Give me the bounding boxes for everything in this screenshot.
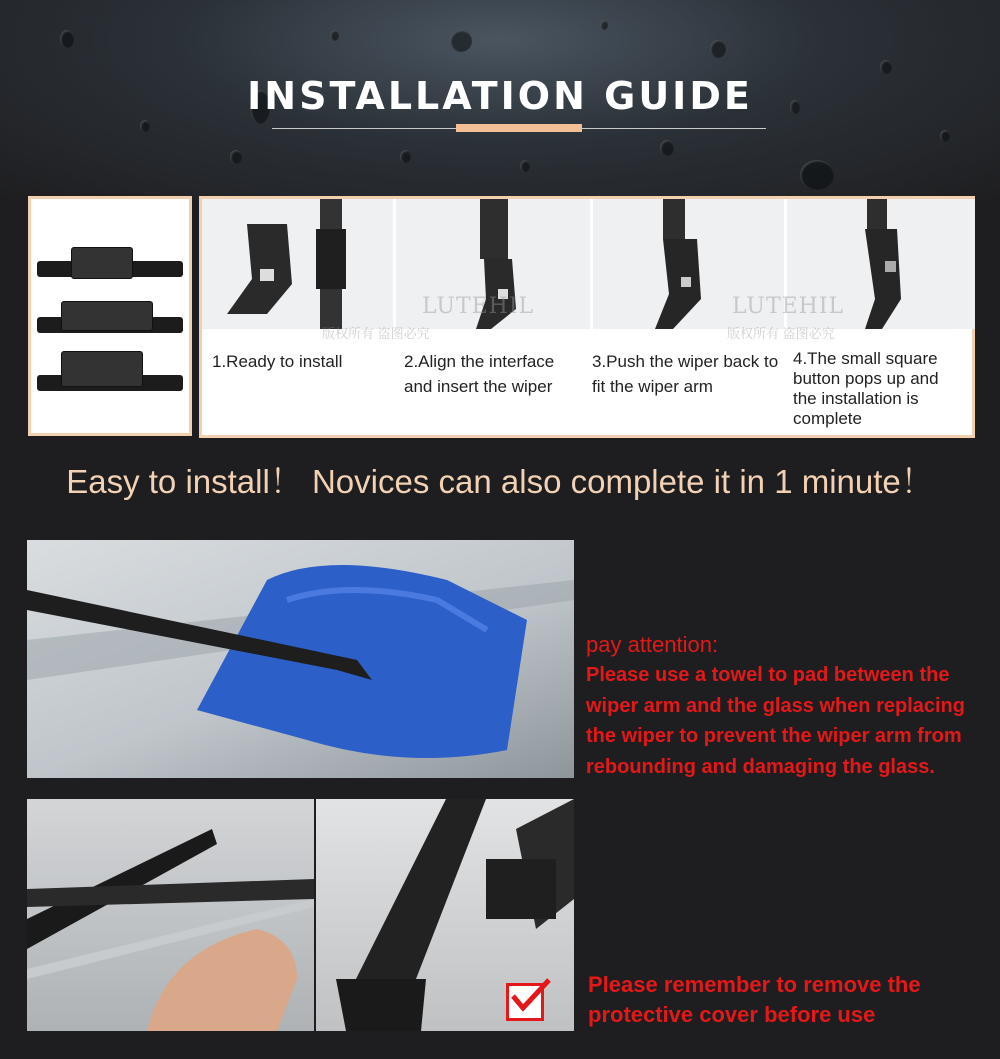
reminder-text: Please remember to remove the protective cover before use xyxy=(588,972,921,1027)
water-drop xyxy=(520,160,530,172)
adapter-clip xyxy=(71,247,133,279)
water-drop xyxy=(710,40,726,58)
checkmark-icon xyxy=(506,983,544,1021)
cover-removal-photo xyxy=(27,799,314,1031)
water-drop xyxy=(600,20,608,30)
installation-steps xyxy=(199,196,975,438)
water-drop xyxy=(400,150,411,163)
step-2-label: 2.Align the interface and insert the wiper xyxy=(404,352,555,396)
water-drop xyxy=(880,60,892,74)
water-drop xyxy=(450,30,472,52)
step-3-label: 3.Push the wiper back to fit the wiper arm xyxy=(592,352,779,396)
blade-closeup-photo xyxy=(316,799,574,1031)
step-1-image xyxy=(202,199,393,329)
watermark-notice: 版权所有 盗图必究 xyxy=(727,326,835,341)
step-4-label: 4.The small square button pops up and the installation is complete xyxy=(793,349,939,428)
adapter-clip xyxy=(61,301,153,331)
water-drop xyxy=(140,120,150,132)
water-drop xyxy=(800,160,834,190)
water-drop xyxy=(330,30,339,41)
towel-photo xyxy=(27,540,574,778)
attention-text: Please use a towel to pad between the wiper arm and the glass when replacing the wiper to prevent the wiper arm from rebounding and damaging the glass. xyxy=(586,664,965,778)
title-accent-bar xyxy=(456,124,582,132)
water-drop xyxy=(940,130,950,142)
adapter-clip xyxy=(61,351,143,387)
tagline: Easy to install！ Novices can also complete it in 1 minute！ xyxy=(66,463,934,500)
water-drop xyxy=(230,150,242,164)
water-drop xyxy=(60,30,74,48)
watermark-brand: LUTEHIL xyxy=(422,294,535,319)
step-1-label: 1.Ready to install xyxy=(212,352,343,371)
watermark-brand: LUTEHIL xyxy=(732,294,845,319)
watermark-notice: 版权所有 盗图必究 xyxy=(322,326,430,341)
water-drop xyxy=(660,140,674,156)
page-title: INSTALLATION GUIDE xyxy=(247,74,753,118)
adapter-thumbnail xyxy=(28,196,192,436)
attention-title: pay attention: xyxy=(586,632,719,657)
header-banner xyxy=(0,0,1000,200)
